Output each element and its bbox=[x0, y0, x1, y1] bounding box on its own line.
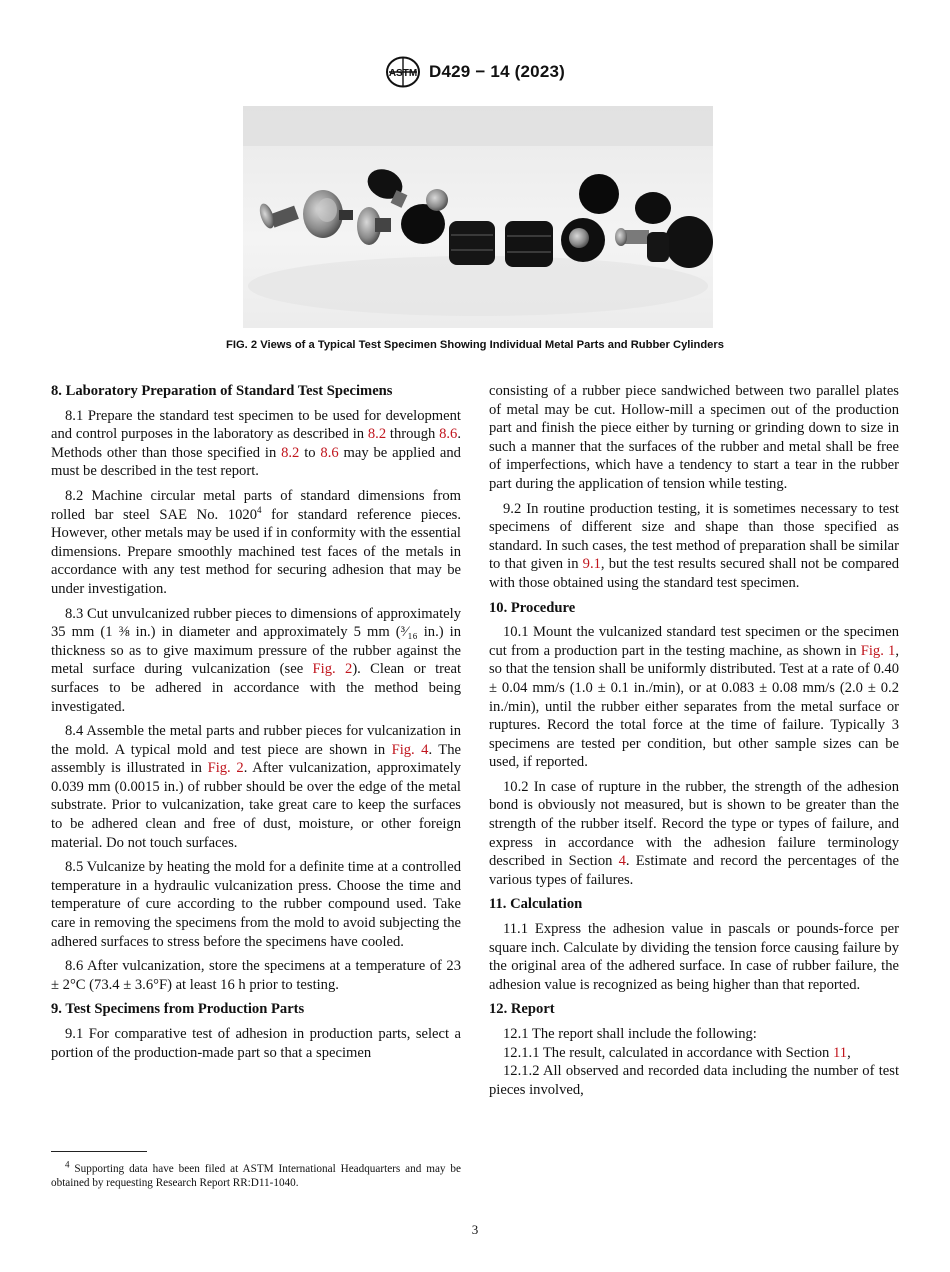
paragraph-12-1: 12.1 The report shall include the following: bbox=[503, 1026, 757, 1042]
link-fig-2[interactable]: Fig. 2 bbox=[312, 661, 353, 678]
paragraph-10-2: 10.2 In case of rupture in the rubber, the strength of the adhesion bond is obviously not measured, but is shown to be greater than the strength of the rubber itself. Record the type or types of failure, and express in accordance with the adhesion failure terminology described in Section 4. Estimate and record the percentages of the various types of failures. bbox=[489, 778, 899, 888]
paragraph-8-6: 8.6 After vulcanization, store the specimens at a temperature of 23 ± 2°C (73.4 ± 3.6°F) at least 16 h prior to testing. bbox=[51, 958, 461, 993]
page-number: 3 bbox=[471, 1222, 479, 1237]
rubber-piece-3 bbox=[561, 218, 605, 262]
paragraph-12-1-2: 12.1.2 All observed and recorded data including the number of test pieces involved, bbox=[489, 1063, 899, 1098]
astm-logo-text: ASTM bbox=[388, 68, 418, 79]
paragraph-12-1-1: 12.1.1 The result, calculated in accordance with Section 11, bbox=[503, 1044, 851, 1061]
footnote-mark: 4 bbox=[65, 1159, 70, 1170]
link-9-1[interactable]: 9.1 bbox=[582, 556, 601, 573]
paragraph-8-2: 8.2 Machine circular metal parts of standard dimensions from rolled bar steel SAE No. 1020$^4$ for standard reference pieces. However, other metals may be used if in conformity with the essential dimensions. Prepare smoothly machined test faces of the metals in accordance with any test method for securing adhesion that may be under investigation. bbox=[51, 487, 461, 597]
footnote-4 bbox=[51, 1159, 461, 1190]
paragraph-10-1: 10.1 Mount the vulcanized standard test specimen or the specimen cut from a production part in the testing machine, as shown in Fig. 1, so that the tension shall be uniformly distributed. Test at a rate of 0.40 ± 0.04 mm/s (1.0 ± 0.1 in./min), or at 0.083 ± 0.08 mm/s (2.0 ± 0.2 in./min), until the rubber either separates from the metal surface or ruptures. Record the total force at the time of failure. Typically 3 specimens are tested per condition, but other sample sizes can be used, if reported. bbox=[489, 624, 899, 771]
section-10-heading: 10. Procedure bbox=[489, 599, 576, 616]
document-id: D429 − 14 (2023) bbox=[429, 62, 565, 81]
section-9-heading: 9. Test Specimens from Production Parts bbox=[51, 1001, 305, 1018]
section-11-heading: 11. Calculation bbox=[489, 896, 583, 913]
link-8-6[interactable]: 8.6 bbox=[439, 426, 458, 443]
link-8-2[interactable]: 8.2 bbox=[281, 444, 300, 461]
rubber-piece-2 bbox=[579, 174, 619, 214]
link-section-11[interactable]: 11 bbox=[833, 1044, 848, 1061]
paragraph-11-1: 11.1 Express the adhesion value in pascals or pounds-force per square inch. Calculate by dividing the tension force causing failure by the original area of the adhered surface. In case of rubber failure, the adhesion value is recognized as being higher than that reported. bbox=[489, 921, 899, 993]
paragraph-9-1-continued: consisting of a rubber piece sandwiched between two parallel plates of metal may be cut. Hollow-mill a specimen out of the production part and finish the piece either by turning or grinding down to size in such a manner that the surfaces of the rubber and metal shall be free of imperfections, which have a tendency to start a tear in the rubber part during the application of tension while testing. bbox=[489, 383, 899, 492]
figure-2-photo bbox=[243, 106, 713, 328]
link-fig-4[interactable]: Fig. 4 bbox=[391, 741, 429, 758]
paragraph-8-5: 8.5 Vulcanize by heating the mold for a definite time at a controlled temperature in a hydraulic vulcanization press. Choose the time and temperature of cure according to the rubber compound used. Take care in removing the specimens from the mold to avoid subjecting the adhered surfaces to stress before the specimens have cooled. bbox=[51, 859, 461, 950]
page-header bbox=[0, 56, 950, 88]
figure-caption: FIG. 2 Views of a Typical Test Specimen Showing Individual Metal Parts and Rubber Cylinders bbox=[226, 339, 724, 351]
link-8-6[interactable]: 8.6 bbox=[320, 444, 339, 461]
footnote-ref-4: 4 bbox=[257, 504, 262, 515]
paragraph-8-4: 8.4 Assemble the metal parts and rubber pieces for vulcanization in the mold. A typical mold and test piece are shown in Fig. 4. The assembly is illustrated in Fig. 2. After vulcanization, approximately 0.039 mm (0.0015 in.) of rubber should be over the edge of the metal substrate. Prior to vulcanization, take great care to keep the surfaces to be adhered clean and free of dust, moisture, or other foreign material. Do not touch surfaces. bbox=[51, 723, 461, 851]
link-8-2[interactable]: 8.2 bbox=[367, 426, 387, 443]
paragraph-8-1: 8.1 Prepare the standard test specimen to be used for development and control purposes in the laboratory as described in 8.2 through 8.6. Methods other than those specified in 8.2 to 8.6 may be applied and must be described in the test report. bbox=[51, 407, 461, 480]
footnote-text: Supporting data have been filed at ASTM International Headquarters and may be obtained by requesting Research Report RR:D11-1040. bbox=[51, 1163, 461, 1189]
paragraph-8-3: 8.3 Cut unvulcanized rubber pieces to dimensions of approximately 35 mm (1 ⅜ in.) in diameter and approximately 5 mm (³⁄₁₆ in.) in thickness so as to give maximum pressure of the rubber against the metal surface during vulcanization (see Fig. 2). Clean or treat surfaces to be adhered in accordance with the method being investigated. bbox=[51, 605, 462, 715]
metal-part-4 bbox=[615, 228, 649, 246]
footnote-divider bbox=[51, 1151, 147, 1152]
right-column bbox=[489, 382, 899, 1105]
paragraph-9-1-start: 9.1 For comparative test of adhesion in production parts, select a portion of the production-made part so that a specimen bbox=[51, 1026, 461, 1061]
link-fig-1[interactable]: Fig. 1 bbox=[860, 642, 896, 659]
section-8-heading: 8. Laboratory Preparation of Standard Test Specimens bbox=[51, 383, 393, 399]
left-column bbox=[51, 382, 461, 1068]
rubber-cylinder-stack-2 bbox=[505, 221, 553, 267]
astm-logo-icon bbox=[385, 56, 421, 88]
paragraph-9-2: 9.2 In routine production testing, it is sometimes necessary to test specimens of different size and shape than those specified as standard. In such cases, the test method of preparation shall be similar to that given in 9.1, but the test results secured shall not be compared with those obtained using the standard test specimen. bbox=[489, 500, 899, 591]
section-12-heading: 12. Report bbox=[489, 1001, 555, 1018]
link-fig-2[interactable]: Fig. 2 bbox=[207, 760, 244, 777]
link-section-4[interactable]: 4 bbox=[618, 853, 626, 870]
rubber-cylinder-stack-1 bbox=[449, 221, 495, 265]
specimen-photo-image bbox=[243, 106, 713, 328]
